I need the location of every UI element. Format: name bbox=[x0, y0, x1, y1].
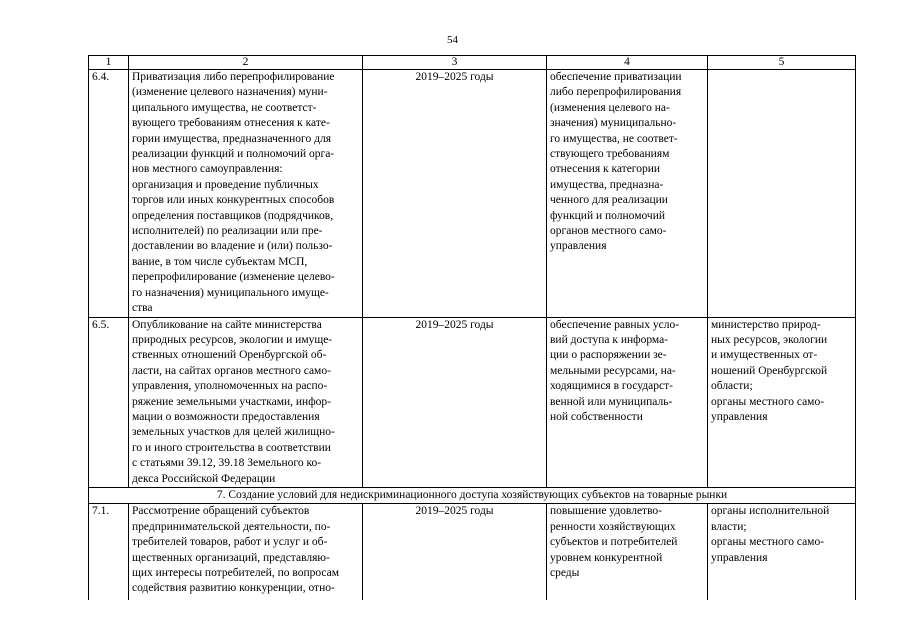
row-number: 6.5. bbox=[89, 317, 129, 487]
row-number: 6.4. bbox=[89, 70, 129, 318]
section-heading-row bbox=[89, 487, 856, 503]
column-header-4: 4 bbox=[547, 56, 708, 70]
period-cell: 2019–2025 годы bbox=[363, 504, 547, 601]
measures-table bbox=[88, 55, 856, 600]
expected-result: обеспечение равных усло- вий доступа к информа- ции о распоряжении зе- мельными ресурсами, на- ходящимися в государст- венной или муниципаль- ной собственности bbox=[547, 317, 708, 487]
column-header-5: 5 bbox=[708, 56, 856, 70]
table-row bbox=[89, 317, 856, 487]
page-number: 54 bbox=[447, 34, 458, 46]
row-number: 7.1. bbox=[89, 504, 129, 601]
executor bbox=[708, 70, 856, 318]
expected-result: обеспечение приватизации либо перепрофилирования (изменения целевого на- значения) муниципально- го имущества, не соответ- ствующего требованиям отнесения к категории имущества, предназна- ченного для реализации функций и полномочий органов местного само- управления bbox=[547, 70, 708, 318]
executor: органы исполнительной власти; органы местного само- управления bbox=[708, 504, 856, 601]
measure-text: Приватизация либо перепрофилирование (изменение целевого назначения) муни- ципального имущества, не соответст- вующего требованиям отнесения к кате- гории имущества, предназначенного для реализации функций и полномочий орга- нов местного самоуправления: организация и проведение публичных торгов или иных конкурентных способов определения поставщиков (подрядчиков, исполнителей) по реализации или пре- доставлении во владение и (или) пользо- вание, в том числе субъектам МСП, перепрофилирование (изменение целево- го назначения) муниципального имуще- ства bbox=[129, 70, 363, 318]
column-header-3: 3 bbox=[363, 56, 547, 70]
period-cell: 2019–2025 годы bbox=[363, 70, 547, 318]
section-7-heading: 7. Создание условий для недискриминационного доступа хозяйствующих субъектов на товарные рынки bbox=[89, 487, 856, 503]
column-number-header-row bbox=[89, 56, 856, 70]
measure-text: Рассмотрение обращений субъектов предпринимательской деятельности, по- требителей товаров, работ и услуг и об- щественных организаций, представляю- щих интересы потребителей, по вопросам содействия развитию конкуренции, отно- bbox=[129, 504, 363, 601]
period-cell: 2019–2025 годы bbox=[363, 317, 547, 487]
measure-text: Опубликование на сайте министерства природных ресурсов, экологии и имуще- ственных отношений Оренбургской об- ласти, на сайтах органов местного само- управления, уполномоченных на распо- ряжение земельными участками, инфор- мации о возможности предоставления земельных участков для целей жилищно- го и иного строительства в соответствии с статьями 39.12, 39.18 Земельного ко- декса Российской Федерации bbox=[129, 317, 363, 487]
table-row bbox=[89, 504, 856, 601]
executor: министерство природ- ных ресурсов, экологии и имущественных от- ношений Оренбургской области; органы местного само- управления bbox=[708, 317, 856, 487]
column-header-1: 1 bbox=[89, 56, 129, 70]
expected-result: повышение удовлетво- ренности хозяйствующих субъектов и потребителей уровнем конкурентной среды bbox=[547, 504, 708, 601]
column-header-2: 2 bbox=[129, 56, 363, 70]
table-row bbox=[89, 70, 856, 318]
